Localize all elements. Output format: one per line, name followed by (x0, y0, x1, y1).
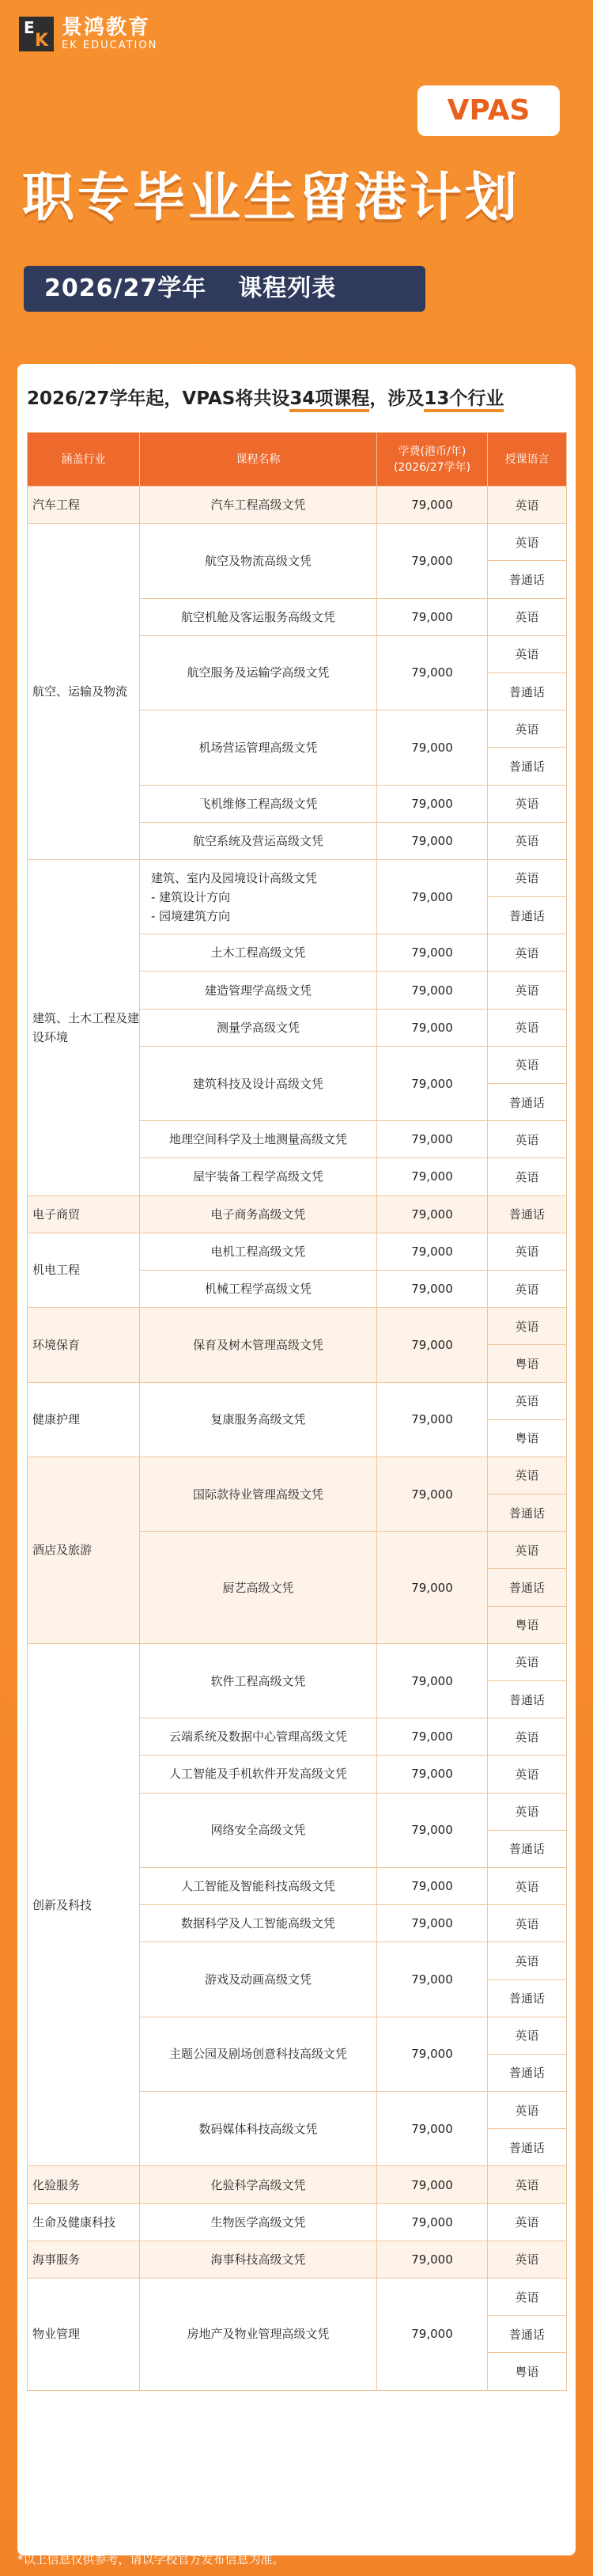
course-table (27, 432, 567, 2391)
industry-cell: 汽车工程 (28, 487, 140, 524)
fee-cell: 79,000 (377, 2279, 488, 2391)
language-cell: 英语 (488, 1046, 567, 1083)
fee-cell: 79,000 (377, 598, 488, 635)
fee-cell: 79,000 (377, 822, 488, 859)
fee-cell: 79,000 (377, 1905, 488, 1942)
course-name-cell: 机械工程学高级文凭 (140, 1270, 377, 1307)
table-row (28, 2203, 567, 2241)
language-cell: 粤语 (488, 1419, 567, 1457)
table-row (28, 1382, 567, 1419)
course-name-cell: 建筑科技及设计高级文凭 (140, 1046, 377, 1120)
course-name-cell: 数码媒体科技高级文凭 (140, 2092, 377, 2166)
language-cell: 英语 (488, 1121, 567, 1158)
industry-cell: 电子商贸 (28, 1195, 140, 1233)
course-name-cell: 飞机维修工程高级文凭 (140, 785, 377, 822)
course-name-cell: 人工智能及智能科技高级文凭 (140, 1867, 377, 1904)
table-row (28, 1308, 567, 1345)
header-language: 授课语言 (488, 433, 567, 487)
language-cell: 普通话 (488, 748, 567, 785)
fee-cell: 79,000 (377, 1867, 488, 1904)
notice-highlight-courses: 34项课程 (289, 388, 369, 412)
language-cell: 英语 (488, 1718, 567, 1756)
language-cell: 英语 (488, 635, 567, 672)
course-name-cell: 云端系统及数据中心管理高级文凭 (140, 1718, 377, 1756)
logo-cn: 景鸿教育 (62, 16, 151, 40)
fee-cell: 79,000 (377, 1382, 488, 1457)
course-name-cell: 房地产及物业管理高级文凭 (140, 2279, 377, 2391)
fee-cell: 79,000 (377, 1532, 488, 1644)
table-row (28, 1233, 567, 1270)
fee-cell: 79,000 (377, 2203, 488, 2241)
fee-cell: 79,000 (377, 487, 488, 524)
course-name-cell: 生物医学高级文凭 (140, 2203, 377, 2241)
fee-cell: 79,000 (377, 1046, 488, 1120)
course-name-cell: 航空及物流高级文凭 (140, 524, 377, 598)
language-cell: 英语 (488, 1457, 567, 1494)
table-row (28, 2241, 567, 2278)
language-cell: 英语 (488, 822, 567, 859)
language-cell: 英语 (488, 1308, 567, 1345)
notice-part-1: 2026/27学年起，VPAS将共设 (27, 388, 290, 409)
notice-part-2: ，涉及 (369, 388, 425, 409)
fee-cell: 79,000 (377, 710, 488, 785)
language-cell: 粤语 (488, 1345, 567, 1382)
industry-cell: 化验服务 (28, 2166, 140, 2203)
language-cell: 普通话 (488, 1494, 567, 1532)
course-card (17, 364, 576, 2555)
language-cell: 普通话 (488, 1830, 567, 1867)
course-name-cell: 人工智能及手机软件开发高级文凭 (140, 1756, 377, 1793)
notice-text (27, 383, 566, 421)
language-cell: 英语 (488, 2166, 567, 2203)
course-name-cell: 汽车工程高级文凭 (140, 487, 377, 524)
header-course: 课程名称 (140, 433, 377, 487)
language-cell: 英语 (488, 524, 567, 561)
fee-cell: 79,000 (377, 1308, 488, 1382)
logo (19, 16, 157, 52)
language-cell: 英语 (488, 1905, 567, 1942)
course-name-cell: 建造管理学高级文凭 (140, 972, 377, 1009)
logo-mark (19, 17, 54, 51)
fee-cell: 79,000 (377, 1643, 488, 1718)
table-row (28, 2166, 567, 2203)
language-cell: 普通话 (488, 1569, 567, 1606)
logo-text (62, 16, 157, 52)
language-cell: 普通话 (488, 2129, 567, 2166)
subtitle-bar (24, 266, 425, 312)
course-name-cell: 软件工程高级文凭 (140, 1643, 377, 1718)
industry-cell: 生命及健康科技 (28, 2203, 140, 2241)
logo-en: EK EDUCATION (62, 40, 158, 51)
fee-cell: 79,000 (377, 1009, 488, 1046)
language-cell: 英语 (488, 1532, 567, 1569)
fee-cell: 79,000 (377, 1756, 488, 1793)
language-cell: 英语 (488, 1942, 567, 1979)
language-cell: 英语 (488, 1756, 567, 1793)
industry-cell: 机电工程 (28, 1233, 140, 1307)
course-name-cell: 海事科技高级文凭 (140, 2241, 377, 2278)
language-cell: 英语 (488, 972, 567, 1009)
language-cell: 英语 (488, 1382, 567, 1419)
language-cell: 英语 (488, 1643, 567, 1680)
course-name-cell: 主题公园及剧场创意科技高级文凭 (140, 2017, 377, 2091)
vpas-badge: VPAS (417, 85, 560, 136)
industry-cell: 健康护理 (28, 1382, 140, 1457)
fee-cell: 79,000 (377, 2166, 488, 2203)
footnote: *以上信息仅供参考，请以学校官方发布信息为准。 (17, 2552, 285, 2567)
language-cell: 英语 (488, 2241, 567, 2278)
language-cell: 英语 (488, 1270, 567, 1307)
table-body (28, 487, 567, 2391)
language-cell: 英语 (488, 710, 567, 748)
course-name-cell: 化验科学高级文凭 (140, 2166, 377, 2203)
course-name-cell: 复康服务高级文凭 (140, 1382, 377, 1457)
subtitle-label: 课程列表 (238, 275, 337, 302)
fee-cell: 79,000 (377, 1121, 488, 1158)
industry-cell: 物业管理 (28, 2279, 140, 2391)
course-name-cell: 数据科学及人工智能高级文凭 (140, 1905, 377, 1942)
table-header-row (28, 433, 567, 487)
table-row (28, 1643, 567, 1680)
fee-cell: 79,000 (377, 2017, 488, 2091)
fee-cell: 79,000 (377, 2241, 488, 2278)
language-cell: 英语 (488, 2017, 567, 2054)
industry-cell: 创新及科技 (28, 1643, 140, 2166)
fee-cell: 79,000 (377, 1942, 488, 2017)
industry-cell: 酒店及旅游 (28, 1457, 140, 1643)
subtitle-year: 2026/27学年 (44, 275, 207, 302)
course-name-cell: 建筑、室内及园境设计高级文凭 - 建筑设计方向 - 园境建筑方向 (140, 859, 377, 934)
language-cell: 普通话 (488, 2054, 567, 2091)
language-cell: 普通话 (488, 1195, 567, 1233)
language-cell: 英语 (488, 1867, 567, 1904)
fee-cell: 79,000 (377, 1158, 488, 1195)
course-name-cell: 航空机舱及客运服务高级文凭 (140, 598, 377, 635)
fee-cell: 79,000 (377, 2092, 488, 2166)
table-row (28, 1195, 567, 1233)
language-cell: 普通话 (488, 2316, 567, 2353)
fee-cell: 79,000 (377, 1233, 488, 1270)
industry-cell: 海事服务 (28, 2241, 140, 2278)
industry-cell: 环境保育 (28, 1308, 140, 1382)
table-row (28, 524, 567, 561)
language-cell: 英语 (488, 1009, 567, 1046)
language-cell: 英语 (488, 934, 567, 972)
language-cell: 英语 (488, 1233, 567, 1270)
language-cell: 普通话 (488, 1681, 567, 1718)
fee-cell: 79,000 (377, 785, 488, 822)
course-name-cell: 游戏及动画高级文凭 (140, 1942, 377, 2017)
course-name-cell: 航空服务及运输学高级文凭 (140, 635, 377, 710)
fee-cell: 79,000 (377, 1457, 488, 1531)
course-name-cell: 测量学高级文凭 (140, 1009, 377, 1046)
course-name-cell: 机场营运管理高级文凭 (140, 710, 377, 785)
logo-mark-k: K (35, 31, 49, 51)
course-name-cell: 电子商务高级文凭 (140, 1195, 377, 1233)
header-fee: 学费(港币/年) (2026/27学年) (377, 433, 488, 487)
course-name-cell: 国际款待业管理高级文凭 (140, 1457, 377, 1531)
course-name-cell: 土木工程高级文凭 (140, 934, 377, 972)
notice-highlight-industries: 13个行业 (424, 388, 504, 412)
language-cell: 英语 (488, 487, 567, 524)
language-cell: 普通话 (488, 561, 567, 598)
language-cell: 普通话 (488, 1979, 567, 2017)
language-cell: 英语 (488, 1793, 567, 1830)
industry-cell: 建筑、土木工程及建设环境 (28, 859, 140, 1195)
fee-cell: 79,000 (377, 859, 488, 934)
language-cell: 英语 (488, 2203, 567, 2241)
language-cell: 粤语 (488, 1606, 567, 1643)
language-cell: 普通话 (488, 1084, 567, 1121)
language-cell: 普通话 (488, 897, 567, 934)
language-cell: 英语 (488, 785, 567, 822)
fee-cell: 79,000 (377, 1270, 488, 1307)
language-cell: 粤语 (488, 2353, 567, 2390)
fee-cell: 79,000 (377, 934, 488, 972)
course-name-cell: 保育及树木管理高级文凭 (140, 1308, 377, 1382)
table-row (28, 1457, 567, 1494)
language-cell: 英语 (488, 2092, 567, 2129)
course-name-cell: 网络安全高级文凭 (140, 1793, 377, 1867)
course-name-cell: 地理空间科学及土地测量高级文凭 (140, 1121, 377, 1158)
course-name-cell: 厨艺高级文凭 (140, 1532, 377, 1644)
fee-cell: 79,000 (377, 524, 488, 598)
course-name-cell: 航空系统及营运高级文凭 (140, 822, 377, 859)
course-name-cell: 屋宇装备工程学高级文凭 (140, 1158, 377, 1195)
fee-cell: 79,000 (377, 1718, 488, 1756)
language-cell: 英语 (488, 2279, 567, 2316)
language-cell: 普通话 (488, 672, 567, 710)
course-name-cell: 电机工程高级文凭 (140, 1233, 377, 1270)
industry-cell: 航空、运输及物流 (28, 524, 140, 860)
language-cell: 英语 (488, 859, 567, 896)
fee-cell: 79,000 (377, 972, 488, 1009)
logo-mark-e: E (24, 18, 35, 37)
table-row (28, 487, 567, 524)
table-row (28, 2279, 567, 2316)
header-industry: 涵盖行业 (28, 433, 140, 487)
page-title: 职专毕业生留港计划 (22, 167, 520, 228)
fee-cell: 79,000 (377, 1195, 488, 1233)
language-cell: 英语 (488, 598, 567, 635)
table-row (28, 859, 567, 896)
fee-cell: 79,000 (377, 635, 488, 710)
fee-cell: 79,000 (377, 1793, 488, 1867)
language-cell: 英语 (488, 1158, 567, 1195)
